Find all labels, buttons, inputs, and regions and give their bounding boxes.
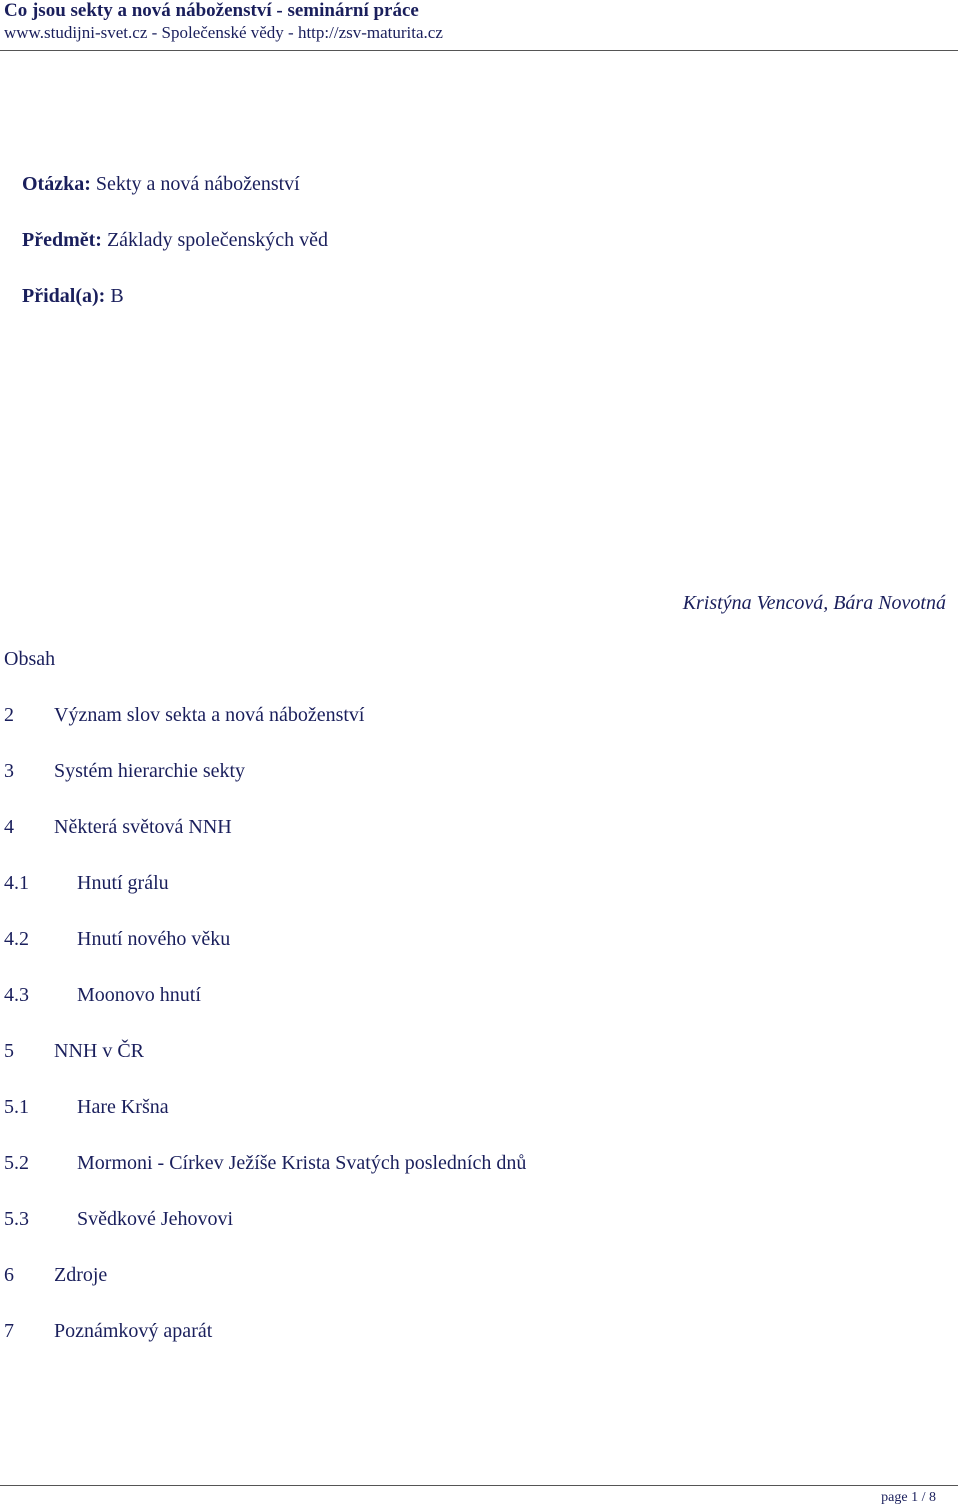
toc-item-number: 5	[4, 1040, 14, 1062]
toc-item-label: Význam slov sekta a nová náboženství	[54, 704, 365, 726]
page-header	[4, 0, 956, 44]
toc-heading: Obsah	[4, 648, 56, 670]
authors: Kristýna Vencová, Bára Novotná	[682, 592, 946, 614]
question-line	[22, 172, 300, 196]
subject-label: Předmět:	[22, 229, 102, 251]
footer-divider	[0, 1485, 958, 1486]
toc-item-label: Hnutí nového věku	[77, 928, 231, 950]
toc-item-label: Hnutí grálu	[77, 872, 169, 894]
toc-item	[4, 759, 245, 783]
toc-item	[4, 1263, 107, 1287]
source-line: www.studijni-svet.cz - Společenské vědy - http://zsv-maturita.cz	[4, 23, 443, 42]
toc-item-label: Některá světová NNH	[54, 816, 232, 838]
toc-item	[4, 1095, 169, 1119]
toc-item-label: NNH v ČR	[54, 1040, 145, 1062]
toc-item-label: Hare Kršna	[77, 1096, 169, 1118]
toc-item-label: Zdroje	[54, 1264, 108, 1286]
toc-item-label: Mormoni - Církev Ježíše Krista Svatých posledních dnů	[77, 1152, 527, 1174]
toc-item	[4, 1151, 526, 1175]
toc-item-label: Moonovo hnutí	[77, 984, 201, 1006]
toc-item-label: Poznámkový aparát	[54, 1320, 213, 1342]
toc-item-number: 5.2	[4, 1152, 29, 1174]
toc-item	[4, 703, 364, 727]
document-title: Co jsou sekty a nová náboženství - seminární práce	[4, 0, 419, 21]
toc-item-number: 6	[4, 1264, 14, 1286]
toc-item-number: 4.3	[4, 984, 29, 1006]
toc-item-number: 2	[4, 704, 14, 726]
added-by-line	[22, 284, 124, 308]
page-number: page 1 / 8	[881, 1490, 936, 1505]
toc-item	[4, 815, 232, 839]
header-divider	[0, 50, 958, 51]
toc-item	[4, 983, 201, 1007]
toc-item-label: Systém hierarchie sekty	[54, 760, 246, 782]
toc-item	[4, 1319, 212, 1343]
question-value: Sekty a nová náboženství	[90, 173, 300, 195]
question-label: Otázka:	[22, 173, 91, 195]
toc-item-number: 4.1	[4, 872, 29, 894]
toc-item-number: 5.1	[4, 1096, 29, 1118]
toc-item-number: 4.2	[4, 928, 29, 950]
toc-item-number: 3	[4, 760, 14, 782]
added-by-label: Přidal(a):	[22, 285, 106, 307]
subject-value: Základy společenských věd	[101, 229, 328, 251]
toc-item-label: Svědkové Jehovovi	[77, 1208, 234, 1230]
subject-line	[22, 228, 328, 252]
toc-item-number: 5.3	[4, 1208, 29, 1230]
toc-item	[4, 871, 169, 895]
toc-item-number: 7	[4, 1320, 14, 1342]
added-by-value: B	[105, 285, 124, 307]
toc-item-number: 4	[4, 816, 14, 838]
toc-item	[4, 1039, 144, 1063]
toc-item	[4, 1207, 233, 1231]
toc-item	[4, 927, 230, 951]
